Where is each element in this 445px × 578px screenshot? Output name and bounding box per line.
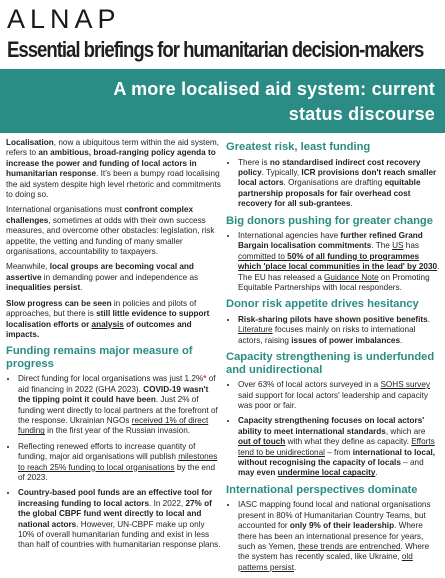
- list-item: • Country-based pool funds are an effective tool for increasing funding to local actors. In 2022, 27% of the global CBPF fund went directly to local and national actors. However, UN-CBPF make up only 10% of overall humanitarian funding and exist in less than half of countries with humanitarian response plans.: [18, 488, 222, 550]
- list-item: • Over 63% of local actors surveyed in a SOHS survey said support for local actors' leadership and capacity was poor or fair.: [238, 380, 440, 411]
- committed-link[interactable]: committed to: [238, 251, 288, 261]
- right-column: [226, 138, 440, 578]
- out-of-touch-link[interactable]: out of touch: [238, 437, 286, 447]
- page-title-line2: status discourse: [288, 104, 435, 124]
- challenges-paragraph: International organisations must confront complex challenges, sometimes at odds with their own success measures, and overcome other obstacles: legislation, risk appetite, the vetting and funding of many smaller organisations, accountability to taxpayers.: [6, 205, 215, 257]
- list-item: • International agencies have further refined Grand Bargain localisation commitments. The US has committed to 50% of all funding to programmes which 'place local communities in the lead' by 2030. The EU has released a Guidance Note on Promoting Equitable Partnerships with local responders.: [238, 231, 440, 293]
- us-commitment-link[interactable]: 50% of all funding to programmes which 'place local communities in the lead' by 2030: [238, 251, 438, 272]
- undermine-capacity-link[interactable]: undermine local capacity: [277, 468, 376, 478]
- analysis-link[interactable]: analysis: [91, 319, 124, 329]
- list-item: • IASC mapping found local and national organisations present in 80% of Humanitarian Country Teams, but accounted for only 9% of their leadership. Where there has been an international presence for years, such as Yemen, these trends are entrenched. Where the system has recently scaled, like Ukraine, old patterns persist.: [238, 500, 440, 573]
- section-heading-capacity: Capacity strengthening is underfunded and unidirectional: [226, 351, 435, 376]
- alnap-logo: ALNAP: [7, 4, 121, 34]
- list-item: • Reflecting renewed efforts to increase quantity of funding, major aid organisations will publish milestones to reach 25% funding to local organisations by the end of 2023.: [18, 442, 222, 484]
- list-item: • Capacity strengthening focuses on local actors' ability to meet international standards, which are out of touch with what they define as capacity. Efforts tend to be unidirectional – from international to local, without recognising the capacity of locals – and may even undermine local capacity.: [238, 416, 440, 478]
- left-column: [6, 138, 222, 556]
- entrenched-trends-link[interactable]: these trends are entrenched: [298, 541, 401, 551]
- list-item: • Direct funding for local organisations was just 1.2%* of aid financing in 2022 (GHA 2023). COVID-19 wasn't the tipping point it could have been. Just 2% of funding went directly to local partners at the forefront of the response. Ukrainian NGOs received 1% of direct funding in the first year of the Russian invasion.: [18, 374, 222, 436]
- progress-paragraph: Slow progress can be seen in policies and pilots of approaches, but there is still little evidence to support localisation efforts or analysis of outcomes and impacts.: [6, 298, 210, 339]
- annotation-mark: *: [203, 374, 207, 384]
- us-link[interactable]: US: [392, 241, 404, 251]
- literature-link[interactable]: Literature: [238, 325, 273, 335]
- guidance-note-link[interactable]: Guidance Note: [324, 272, 379, 282]
- milestones-link[interactable]: milestones to reach 25% funding to local organisations: [18, 452, 218, 472]
- local-groups-paragraph: Meanwhile, local groups are becoming vocal and assertive in demanding power and independence as inequalities persist.: [6, 262, 199, 293]
- list-item: • Risk-sharing pilots have shown positive benefits. Literature focuses mainly on risks to international actors, raising issues of power imbalances.: [238, 315, 440, 346]
- funding-list: [6, 374, 222, 551]
- page-title-line1: A more localised aid system: current: [113, 79, 435, 99]
- ukraine-funding-link[interactable]: received 1% of direct funding: [18, 415, 209, 436]
- old-patterns-link[interactable]: old patterns persist: [238, 552, 413, 572]
- section-heading-donors: Big donors pushing for greater change: [226, 214, 433, 227]
- title-banner: [0, 69, 445, 133]
- intro-paragraph: Localisation, now a ubiquitous term within the aid system, refers to an ambitious, broad-ranging policy agenda to increase the power and funding of local actors in humanitarian response. It's been a bumpy road localising the aid system despite high level rhetoric and commitments to doing so.: [6, 138, 221, 200]
- section-heading-risk: Greatest risk, least funding: [226, 141, 371, 153]
- section-heading-perspectives: International perspectives dominate: [226, 483, 418, 496]
- section-heading-funding: Funding remains major measure of progress: [6, 345, 193, 370]
- sohs-survey-link[interactable]: SOHS survey: [380, 380, 431, 390]
- tagline: Essential briefings for humanitarian decision-makers: [7, 37, 424, 62]
- list-item: • There is no standardised indirect cost recovery policy. Typically, ICR provisions don't reach smaller local actors. Organisations are drafting equitable partnership proposals for fair overhead cost recovery for all sub-grantees.: [238, 158, 440, 210]
- unidirectional-link[interactable]: Efforts tend to be unidirectional: [238, 437, 435, 457]
- section-heading-risk-appetite: Donor risk appetite drives hesitancy: [226, 298, 419, 311]
